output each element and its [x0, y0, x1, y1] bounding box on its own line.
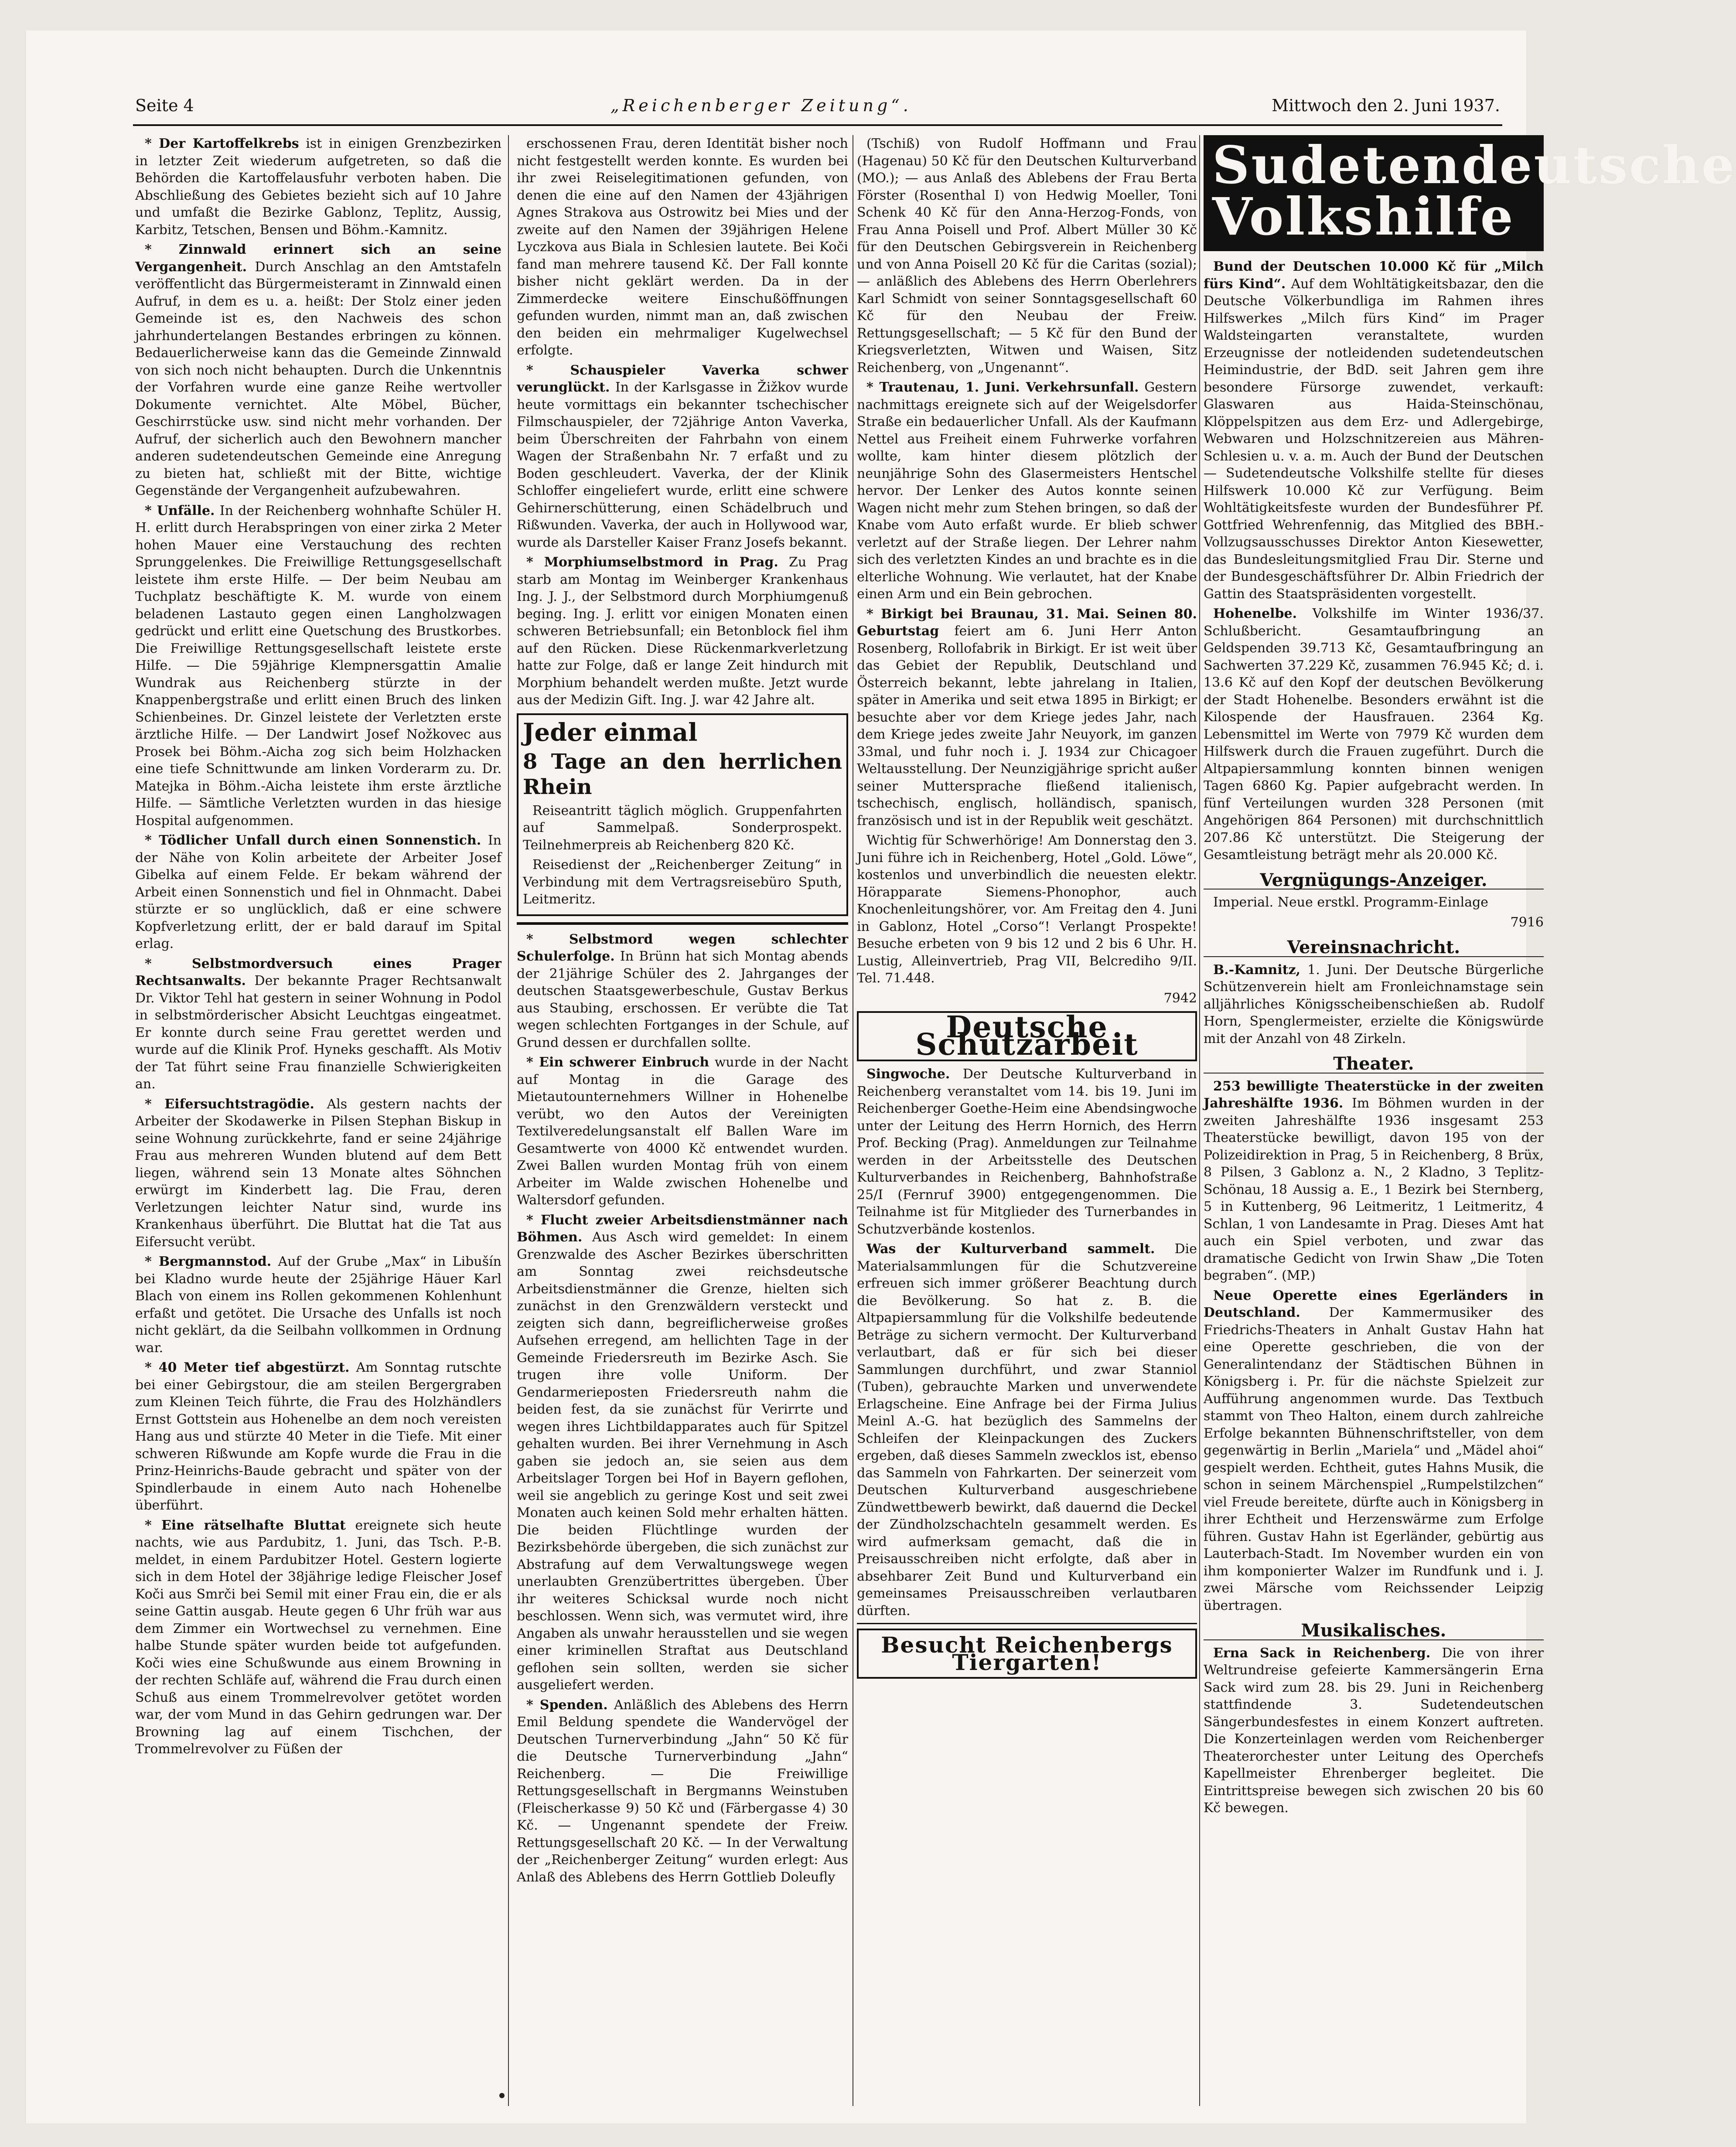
article-text: Durch Anschlag an den Amtstafeln veröffentlicht das Bürgermeisteramt in Zinnwald einen Aufruf, in dem es u. a. heißt: Der Stolz einer jeden Gemeinde ist es, den Nachweis des schon jahrhundertelangen Bestandes erbringen zu können. Bedauerlicherweise kann das die Gemeinde Zinnwald von sich noch nicht behaupten. Durch die Unkenntnis der Vorfahren wurde eine ganze Reihe wertvoller Dokumente vernichtet. Alte Möbel, Bücher, Geschirrstücke usw. sind nicht mehr vorhanden. Der Aufruf, der sicherlich auch den Bewohnern mancher anderen sudetendeutschen Gemeinde eine Anregung zu bieten hat, schließt mit der Bitte, wichtige Gegenstände der Vergangenheit aufzubewahren. [135, 259, 501, 498]
rhein-travel-ad [517, 713, 848, 916]
article-paragraph [1204, 1287, 1544, 1615]
masthead: „Reichenberger Zeitung“. [610, 96, 912, 115]
article-lead: Erna Sack in Reichenberg. [1213, 1645, 1431, 1661]
article-text: Der Deutsche Kulturverband in Reichenberg veranstaltet vom 14. bis 19. Juni im Reichenberger Goethe-Heim eine Abendsingwoche unter der Leitung des Herrn Hornich, des Herrn Prof. Becking (Prag). Anmeldungen zur Teilnahme werden in der Arbeitsstelle des Deutschen Kulturverbandes in Reichenberg, Bahnhofstraße 25/I (Fernruf 3900) entgegengenommen. Die Teilnahme ist für Mitglieder des Turnerbandes in Schutzverbände kostenlos. [857, 1067, 1197, 1237]
section-title: Vergnügungs-Anzeiger. [1204, 872, 1544, 890]
article-text: erschossenen Frau, deren Identität bisher noch nicht festgestellt werden konnte. Es wurden bei ihr zwei Reiselegitimationen gefunden, von denen die eine auf den Namen der 43jährigen Agnes Strakova aus Ostrowitz bei Mies und der zweite auf den Namen der 39jährigen Helene Lyczkova aus Biala in Schlesien lautete. Bei Koči fand man mehrere tausend Kč. Der Fall konnte bisher nicht geklärt werden. Da in der Zimmerdecke weitere Einschußöffnungen gefunden wurden, nimmt man an, daß zwischen den beiden ein mehrmaliger Kugelwechsel erfolgte. [517, 136, 848, 358]
article-text: Volkshilfe im Winter 1936/37. Schlußbericht. Gesamtaufbringung an Geldspenden 39.713 Kč, Gesamtaufbringung an Sachwerten 37.229 Kč, zusammen 76.945 Kč; d. i. 13.6 Kč auf den Kopf der deutschen Bevölkerung der Stadt Hohenelbe. Besonders erwähnt ist die Kilospende der Hausfrauen. 2364 Kg. Lebensmittel im Werte von 7979 Kč wurden dem Hilfswerk durch die Frauen zugeführt. Durch die Altpapiersammlung konnten binnen wenigen Tagen 6860 Kg. Papier aufgebracht werden. In fünf Verteilungen wurden 328 Personen (mit Angehörigen 864 Personen) mit durchschnittlich 207.86 Kč unterstützt. Die Steigerung der Gesamtleistung beträgt mehr als 20.000 Kč. [1204, 606, 1544, 862]
column-divider [508, 135, 509, 2106]
article-lead: * Schauspieler Vaverka schwer verunglückt. [517, 362, 848, 395]
article-text: In der Nähe von Kolin arbeitete der Arbeiter Josef Gibelka auf einem Felde. Er bekam während der Arbeit einen Sonnenstich und fiel in Ohnmacht. Dabei stürzte er so unglücklich, daß er eine schwere Kopfverletzung erlitt, der er bald darauf im Spital erlag. [135, 833, 501, 951]
article-text: ist in einigen Grenzbezirken in letzter Zeit wiederum aufgetreten, so daß die Behörden die Kartoffelausfuhr verboten haben. Die Abschließung des Gebietes bezieht sich auf 10 Jahre und umfaßt die Bezirke Gablonz, Teplitz, Aussig, Karbitz, Tetschen, Bensen und Böhm.-Kamnitz. [135, 136, 501, 238]
ad-line: Imperial. Neue erstkl. Programm-Einlage [1213, 895, 1489, 910]
newspaper-page [26, 31, 1736, 2123]
article-lead: Neue Operette eines Egerländers in Deutschland. [1204, 1288, 1544, 1320]
article-lead: * Eine rätselhafte Bluttat [145, 1517, 346, 1533]
article-lead: * Birkigt bei Braunau, 31. Mai. Seinen 80. Geburtstag [857, 606, 1197, 639]
ad-number: 7942 [1163, 990, 1197, 1006]
article-paragraph [517, 1054, 848, 1209]
article-text: wurde in der Nacht auf Montag in die Garage des Mietautounternehmers Willner in Hohenelbe verübt, wo den Autos der Vereinigten Textilveredelungsanstalt elf Ballen Ware im Gesamtwerte von 4000 Kč entwendet wurden. Zwei Ballen wurden Montag früh von einem Arbeiter im Walde zwischen Hohenelbe und Waltersdorf gefunden. [517, 1055, 848, 1208]
article-paragraph [517, 1212, 848, 1694]
article-text: Als gestern nachts der Arbeiter der Skodawerke in Pilsen Stephan Biskup in seine Wohnung zurückkehrte, fand er seine 24jährige Frau aus mehreren Wunden blutend auf dem Bett liegen, während sein 13 Monate altes Söhnchen erwürgt im Kinderbett lag. Die Frau, deren Verletzungen leichter Natur sind, wurde ins Krankenhaus überführt. Die Bluttat hat die Tat aus Eifersucht verübt. [135, 1096, 501, 1250]
article-lead: * Unfälle. [145, 503, 215, 518]
column-divider [1199, 135, 1200, 2106]
article-paragraph [857, 606, 1197, 830]
article-paragraph [1204, 1078, 1544, 1285]
article-lead: Bund der Deutschen 10.000 Kč für „Milch fürs Kind“. [1204, 259, 1544, 292]
tiergarten-banner: Besucht Reichenbergs Tiergarten! [857, 1629, 1197, 1679]
article-lead: * Trautenau, 1. Juni. Verkehrsunfall. [866, 380, 1139, 395]
schutzarbeit-banner: Deutsche Schutzarbeit [857, 1011, 1197, 1061]
article-paragraph [517, 362, 848, 552]
article-text: Gestern nachmittags ereignete sich auf der Weigelsdorfer Straße ein bedauerlicher Unfall. Als der Kaufmann Nettel aus Freiheit einem Fuhrwerke vorfahren wollte, kam hinter diesem plötzlich der neunjährige Sohn des Glasermeisters Hentschel hervor. Der Lenker des Autos konnte seinen Wagen nicht mehr zum Stehen bringen, so daß der Knabe vom Auto erfaßt wurde. Er blieb schwer verletzt auf der Straße liegen. Der Lehrer nahm sich des verletzten Kindes an und brachte es in die elterliche Wohnung. Wie verlautet, hat der Knabe einen Arm und ein Bein gebrochen. [857, 380, 1197, 602]
article-lead: * Selbstmordversuch eines Prager Rechtsanwalts. [135, 956, 501, 988]
article-lead: * Morphiumselbstmord in Prag. [526, 555, 778, 570]
volkshilfe-banner: Sudetendeutsche Volkshilfe [1204, 135, 1544, 251]
article-paragraph [1204, 961, 1544, 1048]
article-lead: Singwoche. [866, 1067, 950, 1082]
hearing-aid-ad [857, 832, 1197, 1007]
page-mark [499, 2093, 505, 2098]
article-lead: * Eifersuchtstragödie. [145, 1096, 314, 1112]
separator [857, 1623, 1197, 1624]
section-title: Vereinsnachricht. [1204, 939, 1544, 957]
article-text: Der bekannte Prager Rechtsanwalt Dr. Viktor Tehl hat gestern in seiner Wohnung in Podol in selbstmörderischer Absicht Leuchtgas eingeatmet. Er konnte durch seine Frau gerettet werden und wurde auf die Klinik Prof. Hyneks geschafft. Als Motiv der Tat führt seine Frau finanzielle Schwierigkeiten an. [135, 973, 501, 1092]
article-text: Anläßlich des Ablebens des Herrn Emil Beldung spendete die Wandervögel der Deutschen Turnerverbindung „Jahn“ 50 Kč für die Deutsche Turnerverbindung „Jahn“ Reichenberg. — Die Freiwillige Rettungsgesellschaft in Bergmanns Weinstuben (Fleischerkasse 9) 50 Kč und (Färbergasse 4) 30 Kč. — Ungenannt spendete der Freiw. Rettungsgesellschaft 20 Kč. — In der Verwaltung der „Reichenberger Zeitung“ wurden erlegt: Aus Anlaß des Ablebens des Herrn Gottlieb Doleufly [517, 1697, 848, 1885]
column-2 [517, 135, 848, 2106]
article-paragraph [517, 931, 848, 1052]
article-text: Aus Asch wird gemeldet: In einem Grenzwalde des Ascher Bezirkes überschritten am Sonntag zwei reichsdeutsche Arbeitsdienstmänner die Grenze, hielten sich zunächst in den Grenzwäldern versteckt und zeigten sich dann, begreiflicherweise großes Aufsehen erregend, am hellichten Tage in der Gemeinde Friedersreuth im Bezirke Asch. Sie trugen ihre volle Uniform. Der Gendarmerieposten Friedersreuth nahm die beiden fest, da sie zunächst für Verirrte und wegen ihres Lichtbildapparates auch für Spitzel gehalten wurden. Bei ihrer Vernehmung in Asch gaben sie jedoch an, sie seien aus dem Arbeitslager Torgen bei Hof in Bayern geflohen, weil sie angeblich zu geringe Kost und seit zwei Monaten auch keinen Sold mehr erhalten hätten. Die beiden Flüchtlinge wurden der Bezirksbehörde übergeben, die sich zunächst zur Abstrafung auf dem Verwaltungswege wegen unerlaubten Grenzübertrittes übergeben. Über ihr weiteres Schicksal wurde noch nicht beschlossen. Wenn sich, was vermutet wird, ihre Angaben als unwahr herausstellen und sie wegen einer kriminellen Straftat aus Deutschland geflohen sein sollten, werden sie sicher ausgeliefert werden. [517, 1230, 848, 1693]
article-paragraph [135, 135, 501, 239]
article-lead: Hohenelbe. [1213, 606, 1297, 621]
article-text: Der Kammermusiker des Friedrichs-Theaters in Anhalt Gustav Hahn hat eine Operette geschrieben, die von der Generalintendanz der Städtischen Bühnen in Königsberg i. Pr. für die nächste Spielzeit zur Aufführung angenommen wurde. Das Textbuch stammt von Theo Halton, einem durch zahlreiche Erfolge bekannten Bühnenschriftsteller, von dem gegenwärtig in Berlin „Mariela“ und „Mädel ahoi“ gespielt werden. Echtheit, gutes Hahns Musik, die schon in seinem Märchenspiel „Rumpelstilzchen“ viel Freude bereitete, dürfte auch in Königsberg in ihrer Echtheit und Herzenswärme zum Erfolge führen. Gustav Hahn ist Egerländer, gebürtig aus Lauterbach-Stadt. Im November wurden ein von ihm komponierter Walzer im Rundfunk und i. J. zwei Märsche vom Reichssender Leipzig übertragen. [1204, 1305, 1544, 1613]
article-lead: * Zinnwald erinnert sich an seine Vergangenheit. [135, 242, 501, 275]
article-paragraph [135, 955, 501, 1093]
ad-text: Wichtig für Schwerhörige! Am Donnerstag den 3. Juni führe ich in Reichenberg, Hotel „Gold. Löwe“, kostenlos und unverbindlich die neuesten elektr. Hörapparate Siemens-Phonophor, auch Knochenleitungshörer, vor. Am Freitag den 4. Juni in Gablonz, Hotel „Corso“! Verlangt Prospekte! Besuche erbeten von 9 bis 12 und 2 bis 6 Uhr. H. Lustig, Alleinvertrieb, Prag VII, Belcrediho 9/II. Tel. 71.448. [857, 833, 1197, 986]
article-lead: * Ein schwerer Einbruch [526, 1055, 709, 1070]
article-paragraph [135, 832, 501, 953]
article-paragraph [1204, 258, 1544, 603]
column-4 [1204, 135, 1736, 2106]
article-paragraph [135, 1096, 501, 1251]
section-title: Musikalisches. [1204, 1622, 1544, 1640]
ad-text: Reiseantritt täglich möglich. Gruppenfahrten auf Sammelpaß. Sonderprospekt. Teilnehmerpreis ab Reichenberg 820 Kč. [523, 803, 842, 853]
ad-number: 7916 [1510, 914, 1544, 930]
article-text: 1. Juni. Der Deutsche Bürgerliche Schützenverein hielt am Fronleichnamstage sein alljährliches Königsscheibenschießen ab. Rudolf Horn, Spenglermeister, erzielte die Königswürde mit der Anzahl von 48 Zirkeln. [1204, 962, 1544, 1046]
article-paragraph [135, 241, 501, 500]
article-paragraph [857, 1240, 1197, 1619]
column-1 [135, 135, 501, 2106]
article-lead: B.-Kamnitz, [1213, 962, 1301, 978]
article-text: (Tschiß) von Rudolf Hoffmann und Frau (Hagenau) 50 Kč für den Deutschen Kulturverband (MO.); — aus Anlaß des Ablebens der Frau Berta Förster (Rosenthal I) von Hedwig Moeller, Toni Schenk 40 Kč für den Anna-Herzog-Fonds, von Frau Anna Poisell und Prof. Albert Müller 30 Kč für den Deutschen Gebirgsverein in Reichenberg und von Anna Poisell 20 Kč für die Caritas (sozial); — anläßlich des Ablebens des Herrn Oberlehrers Karl Schmidt von seiner Sonntagsgesellschaft 60 Kč für den Neubau der Freiw. Rettungsgesellschaft; — 5 Kč für den Bund der Kriegsverletzten, Witwen und Waisen, Sitz Reichenberg, von „Ungenannt“. [857, 136, 1197, 375]
article-paragraph [857, 135, 1197, 376]
header-rule [133, 124, 1502, 126]
article-text: Im Böhmen wurden in der zweiten Jahreshälfte 1936 insgesamt 253 Theaterstücke bewilligt, davon 195 von der Polizeidirektion in Prag, 5 in Reichenberg, 8 Brüx, 8 Pilsen, 3 Gablonz a. N., 2 Kladno, 3 Teplitz-Schönau, 18 Aussig a. E., 1 Bezirk bei Sternberg, 5 in Kuttenberg, 96 Leitmeritz, 1 Leitmeritz, 4 Schlan, 1 von Landesamte in Prag. Dieses Amt hat auch ein Spiel verboten, und zwar das dramatische Gedicht von Irwin Shaw „Die Toten begraben“. (MP.) [1204, 1096, 1544, 1283]
article-paragraph [1204, 605, 1544, 864]
article-text: Auf dem Wohltätigkeitsbazar, den die Deutsche Völkerbundliga im Rahmen ihres Hilfswerkes „Milch fürs Kind“ im Prager Waldsteingarten veranstaltete, wurden Erzeugnisse der notleidenden sudetendeutschen Heimindustrie, der BdD. seit Jahren gem ihre besondere Fürsorge zuwendet, verkauft: Glaswaren aus Haida-Steinschönau, Klöppelspitzen aus dem Erz- und Adlergebirge, Webwaren und Holzschnitzereien aus Mähren-Schlesien u. v. a. m. Auch der Bund der Deutschen — Sudetendeutsche Volkshilfe stellte für dieses Hilfswerk 10.000 Kč zur Verfügung. Beim Wohltätigkeitsfeste wurden der Bundesführer Pf. Gottfried Wehrenfennig, das Mitglied des BBH.-Vollzugsausschusses Direktor Anton Kiesewetter, das Bundesleitungsmitglied Frau Dir. Sterne und der Bundesgeschäftsführer Dr. Albin Friedrich der Gattin des Staatspräsidenten vorgestellt. [1204, 276, 1544, 602]
separator [517, 922, 848, 925]
page-number: Seite 4 [135, 96, 194, 115]
article-lead: * Selbstmord wegen schlechter Schulerfolge. [517, 931, 848, 964]
article-paragraph [857, 379, 1197, 603]
article-lead: * Der Kartoffelkrebs [145, 136, 299, 151]
page-header [26, 96, 1526, 126]
article-text: Die Materialsammlungen für die Schutzvereine erfreuen sich immer größerer Beachtung durch die Bevölkerung. So hat z. B. die Altpapiersammlung für die Volkshilfe bedeutende Beträge zu sichern vermocht. Der Kulturverband verlautbart, daß er für sich bei dieser Sammlungen durchführt, und zwar Stanniol (Tuben), gebrauchte Marken und unverwendete Erlagscheine. Eine Anfrage bei der Firma Julius Meinl A.-G. hat bezüglich des Sammelns der Schleifen der Kleinpackungen des Zuckers ergeben, daß dieses Sammeln zwecklos ist, ebenso das Sammeln von Fahrkarten. Der seinerzeit vom Deutschen Kulturverband ausgeschriebene Zündwettbewerb bewirkt, daß dauernd die Deckel der Zündholzschachteln gesammelt werden. Es wird aufmerksam gemacht, daß die in Preisausschreiben nicht erfolgte, daß aber in absehbarer Zeit Bund und Kulturverband ein gemeinsames Preisausschreiben verlautbaren dürften. [857, 1241, 1197, 1619]
article-paragraph [135, 1517, 501, 1758]
article-lead: * 40 Meter tief abgestürzt. [145, 1360, 350, 1375]
article-paragraph [857, 1066, 1197, 1238]
ad-subtitle: 8 Tage an den herrlichen Rhein [523, 749, 842, 799]
article-paragraph [1204, 1645, 1544, 1817]
article-text: In der Reichenberg wohnhafte Schüler H. H. erlitt durch Herabspringen von einer zirka 2 Meter hohen Mauer eine Verstauchung des rechten Sprunggelenkes. Die Freiwillige Rettungsgesellschaft leistete ihm erste Hilfe. — Der beim Neubau am Tuchplatz beschäftigte K. M. wurde von einem beladenen Lastauto gegen einen Langholzwagen gedrückt und erlitt eine Quetschung des Brustkorbes. Die Freiwillige Rettungsgesellschaft leistete erste Hilfe. — Die 59jährige Klempnersgattin Amalie Wundrak aus Reichenberg stürzte in der Knappenbergstraße und erlitt einen Bruch des linken Schienbeines. Dr. Ginzel leistete der Verletzten erste ärztliche Hilfe. — Der Landwirt Josef Nožkovec aus Prosek bei Böhm.-Aicha zog sich beim Holzhacken eine tiefe Schnittwunde am linken Vorderarm zu. Dr. Matejka in Böhm.-Aicha leistete ihm erste ärztliche Hilfe. — Sämtliche Verletzten wurden in das hiesige Hospital aufgenommen. [135, 503, 501, 828]
article-lead: 253 bewilligte Theaterstücke in der zweiten Jahreshälfte 1936. [1204, 1078, 1544, 1111]
article-text: Zu Prag starb am Montag im Weinberger Krankenhaus Ing. J. J., der Selbstmord durch Morphiumgenuß beging. Ing. J. erlitt vor einigen Monaten einen schweren Betriebsunfall; ein Betonblock fiel ihm auf den Rücken. Diese Rückenmarkverletzung hatte zur Folge, daß er lange Zeit hindurch mit Morphium behandelt werden mußte. Jetzt wurde aus der Medizin Gift. Ing. J. war 42 Jahre alt. [517, 555, 848, 708]
article-text: feiert am 6. Juni Herr Anton Rosenberg, Rollofabrik in Birkigt. Er ist weit über das Gebiet der Republik, Deutschland und Österreich bekannt, lebte jahrelang in Italien, später in Amerika und seit etwa 1895 in Birkigt; er besuchte aber vor dem Kriege jedes Jahr, nach dem Kriege jedes zweite Jahr Neuyork, im ganzen 33mal, und fuhr noch i. J. 1934 zur Chicagoer Weltausstellung. Der Neunzigjährige spricht außer seiner Muttersprache fließend italienisch, tschechisch, englisch, holländisch, spanisch, französisch und ist in der Republik weit geschätzt. [857, 624, 1197, 828]
ad-title: Jeder einmal [523, 718, 698, 747]
article-lead: * Spenden. [526, 1697, 608, 1713]
article-paragraph [517, 1697, 848, 1886]
article-paragraph [135, 1359, 501, 1514]
article-text: Am Sonntag rutschte bei einer Gebirgstour, die am steilen Bergergraben zum Kleinen Teich führte, die Frau des Holzhändlers Ernst Gottstein aus Hohenelbe an dem noch vereisten Hang aus und stürzte 40 Meter in die Tiefe. Mit einer schweren Rißwunde am Kopfe wurde die Frau in die Prinz-Heinrichs-Baude gebracht und später von der Spindlerbaude in einem Auto nach Hohenelbe überführt. [135, 1360, 501, 1513]
issue-date: Mittwoch den 2. Juni 1937. [1272, 96, 1500, 115]
article-paragraph [135, 1253, 501, 1356]
article-text: ereignete sich heute nachts, wie aus Pardubitz, 1. Juni, das Tsch. P.-B. meldet, in einem Pardubitzer Hotel. Gestern logierte sich in dem Hotel der 38jährige ledige Fleischer Josef Koči aus Smrči bei Semil mit einer Frau ein, die er als seine Gattin ausgab. Heute gegen 6 Uhr früh war aus dem Zimmer ein Wortwechsel zu vernehmen. Eine halbe Stunde später wurden beide tot aufgefunden. Koči wies eine Schußwunde aus einem Browning in der rechten Schläfe auf, während die Frau durch einen Schuß aus einem Trommelrevolver getötet worden war, der vom Mund in das Gehirn gedrungen war. Der Browning lag auf einem Tischchen, der Trommelrevolver zu Füßen der [135, 1517, 501, 1757]
article-text: Auf der Grube „Max“ in Libušín bei Kladno wurde heute der 25jährige Häuer Karl Blach von einem ins Rollen gekommenen Kohlenhunt erfaßt und getötet. Die Ursache des Unfalls ist noch nicht geklärt, da die Seilbahn vollkommen in Ordnung war. [135, 1254, 502, 1356]
article-lead: * Tödlicher Unfall durch einen Sonnenstich. [145, 833, 481, 848]
column-3 [857, 135, 1197, 2106]
article-text: Die von ihrer Weltrundreise gefeierte Kammersängerin Erna Sack wird zum 28. bis 29. Juni in Reichenberg stattfindende 3. Sudetendeutschen Sängerbundesfestes in einem Konzert auftreten. Die Konzerteinlagen werden vom Reichenberger Theaterorchester unter Leitung des Operchefs Kapellmeister Ehrenberger begleitet. Die Eintrittspreise bewegen sich zwischen 20 bis 60 Kč bewegen. [1204, 1645, 1544, 1816]
article-paragraph [135, 502, 501, 830]
article-paragraph [517, 554, 848, 709]
article-text: In der Karlsgasse in Žižkov wurde heute vormittags ein bekannter tschechischer Filmschauspieler, der 72jährige Anton Vaverka, beim Überschreiten der Fahrbahn von einem Wagen der Straßenbahn Nr. 7 erfaßt und zu Boden geschleudert. Vaverka, der der Klinik Schloffer eingeliefert wurde, erlitt eine schwere Gehirnerschütterung, einen Schädelbruch und Rißwunden. Vaverka, der auch in Hollywood war, wurde als Darsteller Kaiser Franz Josefs bekannt. [517, 380, 848, 550]
article-lead: * Flucht zweier Arbeitsdienstmänner nach Böhmen. [517, 1212, 848, 1245]
article-lead: * Bergmannstod. [145, 1254, 272, 1269]
ad-text: Reisedienst der „Reichenberger Zeitung“ in Verbindung mit dem Vertragsreisebüro Sputh, Leitmeritz. [523, 857, 842, 907]
section-title: Theater. [1204, 1055, 1544, 1074]
article-lead: Was der Kulturverband sammelt. [866, 1241, 1155, 1257]
article-paragraph [517, 135, 848, 359]
article-text: In Brünn hat sich Montag abends der 21jährige Schüler des 2. Jahrganges der deutschen Staatsgewerbeschule, Gustav Berkus aus Staubing, erschossen. Er verübte die Tat wegen schlechten Fortganges in der Schule, auf Grund dessen er durchfallen sollte. [517, 949, 848, 1050]
